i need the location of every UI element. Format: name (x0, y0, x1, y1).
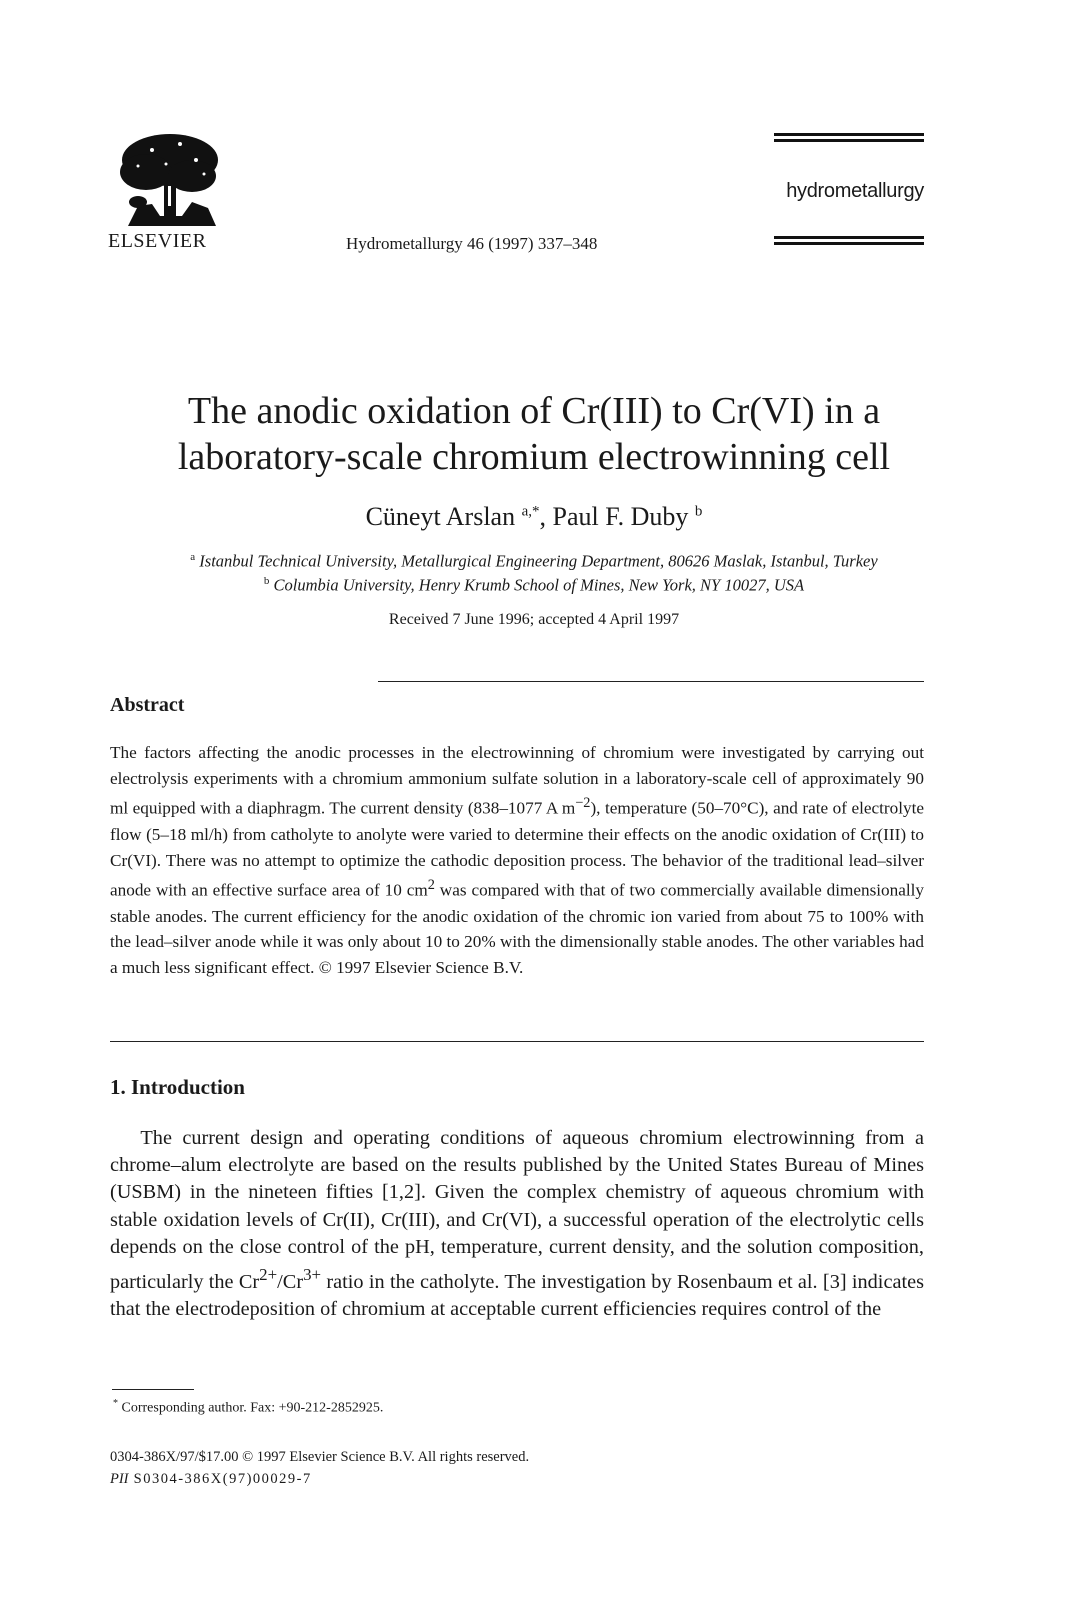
footnote-rule (112, 1389, 194, 1390)
brand-rules-bottom (774, 236, 924, 248)
pii-line (110, 1468, 529, 1490)
superscript: 3+ (303, 1265, 322, 1285)
superscript: −2 (575, 795, 591, 812)
author-list (110, 502, 958, 532)
introduction-body (110, 1125, 924, 1323)
affiliation-text: Istanbul Technical University, Metallurgical Engineering Department, 80626 Maslak, Istanbul, Turkey (199, 551, 878, 571)
author-separator: , (539, 502, 553, 531)
elsevier-tree-logo (108, 130, 226, 228)
affiliation-b (110, 575, 958, 596)
copyright-line: 0304-386X/97/$17.00 © 1997 Elsevier Science B.V. All rights reserved. (110, 1449, 530, 1465)
article-title (110, 388, 958, 480)
footnote-mark: * (113, 1398, 118, 1409)
journal-reference: Hydrometallurgy 46 (1997) 337–348 (346, 234, 598, 253)
affiliation-mark: a (190, 551, 196, 563)
abstract-text: ), temperature (50–70°C), and rate of electrolyte flow (5–18 ml/h) from catholyte to anolyte were varied to determine their effects on the anodic oxidation of Cr(III) to Cr(VI). There was no attempt to optimize the cathodic deposition process. The behavior of the traditional lead–silver anode with an effective surface area of 10 cm (110, 799, 924, 900)
publisher-name: ELSEVIER (108, 230, 207, 252)
abstract-text: The factors affecting the anodic processes in the electrowinning of chromium were investigated by carrying out electrolysis experiments with a chromium ammonium sulfate solution in a laboratory-scale cell of approximately 90 ml equipped with a diaphragm. The current density (838–1077 A m (110, 743, 924, 819)
abstract-text: was compared with that of two commercially available dimensionally stable anodes. The current efficiency for the anodic oxidation of the chromic ion varied from about 75 to 100% with the lead–silver anode while it was only about 10 to 20% with the dimensionally stable anodes. The other variables had a much less significant effect. © 1997 Elsevier Science B.V. (110, 880, 924, 978)
title-line: The anodic oxidation of Cr(III) to Cr(VI) in a (187, 390, 881, 432)
abstract-heading: Abstract (110, 694, 185, 716)
author-name: Paul F. Duby (552, 502, 689, 531)
footnote-text: Corresponding author. Fax: +90-212-2852925. (118, 1400, 384, 1416)
brand-rules-top (774, 133, 924, 145)
author-name: Cüneyt Arslan (365, 502, 516, 531)
abstract-bottom-rule (110, 1041, 924, 1042)
title-line: laboratory-scale chromium electrowinning cell (177, 436, 891, 478)
abstract-body (110, 740, 924, 981)
body-text: /Cr (277, 1270, 304, 1293)
pii-code: S0304-386X(97)00029-7 (128, 1471, 312, 1487)
affiliation-text: Columbia University, Henry Krumb School of Mines, New York, NY 10027, USA (273, 575, 805, 595)
affiliation-mark: b (263, 575, 270, 587)
superscript: 2+ (259, 1265, 278, 1285)
pii-label: PII (110, 1471, 129, 1487)
body-text: ratio in the catholyte. The investigation by Rosenbaum et al. [3] indicates that the electrodeposition of chromium at acceptable current efficiencies requires control of the (110, 1270, 924, 1320)
author-affiliation-mark: a,* (521, 503, 540, 520)
body-text: The current design and operating conditions of aqueous chromium electrowinning from a chrome–alum electrolyte are based on the results published by the United States Bureau of Mines (USBM) in the nineteen fifties [1,2]. Given the complex chemistry of aqueous chromium with stable oxidation levels of Cr(II), Cr(III), and Cr(VI), a successful operation of the electrolytic cells depends on the close control of the pH, temperature, current density, and the solution composition, particularly the Cr (110, 1127, 924, 1293)
affiliation-a (110, 551, 958, 572)
abstract-top-rule (378, 681, 924, 682)
superscript: 2 (427, 877, 435, 894)
section-heading: 1. Introduction (110, 1075, 245, 1099)
copyright-block (110, 1446, 529, 1490)
received-dates: Received 7 June 1996; accepted 4 April 1997 (388, 611, 680, 628)
footnote (113, 1398, 383, 1417)
journal-brand: hydrometallurgy (786, 180, 924, 202)
author-affiliation-mark: b (694, 503, 703, 520)
